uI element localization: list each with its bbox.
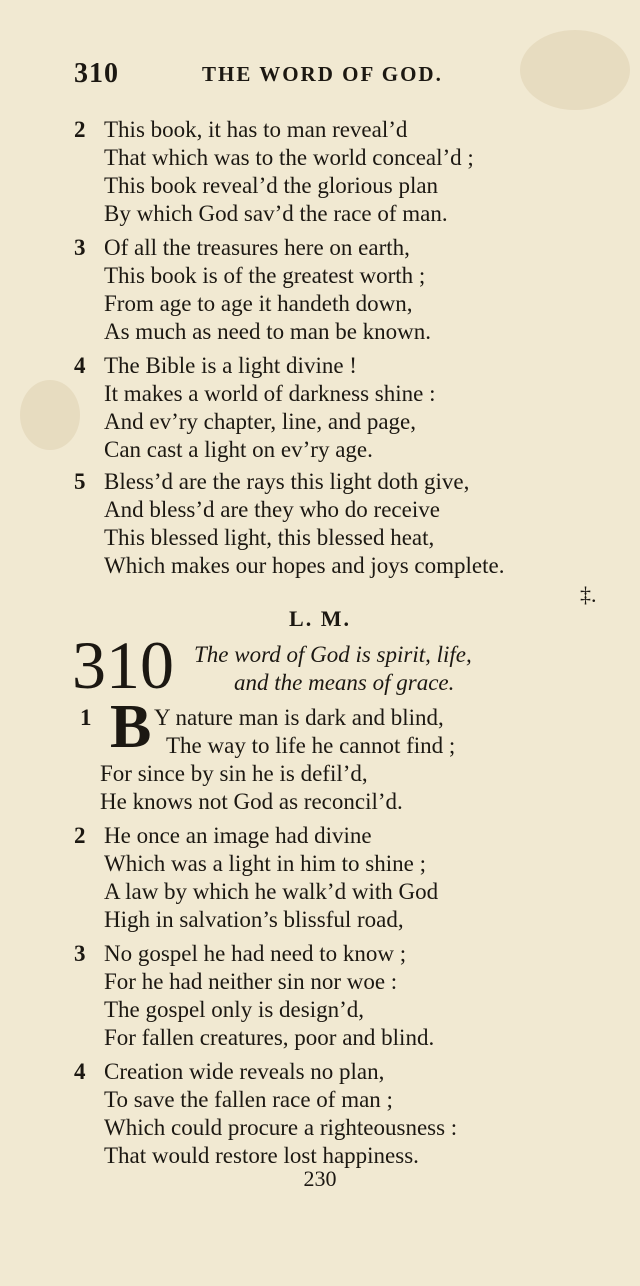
stanza-number: 3 (74, 235, 86, 260)
page-header (74, 58, 594, 94)
stanza-number: 4 (74, 353, 86, 378)
verse-line: This book reveal’d the glorious plan (104, 173, 439, 198)
verse-line: Of all the treasures here on earth, (104, 235, 410, 260)
verse-line: Y nature man is dark and blind, (154, 705, 444, 730)
verse-line: No gospel he had need to know ; (104, 941, 407, 966)
paper-stain (20, 380, 80, 450)
verse-line: Which was a light in him to shine ; (104, 851, 426, 876)
drop-cap: B (110, 693, 152, 761)
stanza-number: 2 (74, 117, 86, 142)
verse-line: Creation wide reveals no plan, (104, 1059, 385, 1084)
verse-line: For he had neither sin nor woe : (104, 969, 398, 994)
verse-line: The gospel only is design’d, (104, 997, 364, 1022)
verse-line: And ev’ry chapter, line, and page, (104, 409, 417, 434)
verse-line: The Bible is a light divine ! (104, 353, 357, 378)
verse-line: For fallen creatures, poor and blind. (104, 1025, 435, 1050)
verse-line: By which God sav’d the race of man. (104, 201, 448, 226)
verse-line: Which could procure a righteousness : (104, 1115, 458, 1140)
stanza-number: 5 (74, 469, 86, 494)
verse-line: As much as need to man be known. (104, 319, 432, 344)
verse-line: That which was to the world conceal’d ; (104, 145, 474, 170)
page-number: 310 (74, 58, 119, 89)
signature-mark: 230 (303, 1166, 337, 1191)
verse-line: To save the fallen race of man ; (104, 1087, 393, 1112)
verse-line: Bless’d are the rays this light doth give, (104, 469, 470, 494)
running-title: THE WORD OF GOD. (202, 62, 443, 86)
hymn-subtitle-line1: The word of God is spirit, life, (194, 642, 472, 667)
verse-line: He knows not God as reconcil’d. (100, 789, 403, 814)
stanza-number: 2 (74, 823, 86, 848)
verse-line: This book is of the greatest worth ; (104, 263, 426, 288)
verse-line: This blessed light, this blessed heat, (104, 525, 435, 550)
verse-line: The way to life he cannot find ; (166, 733, 456, 758)
stanza-number: 4 (74, 1059, 86, 1084)
verse-line: Can cast a light on ev’ry age. (104, 437, 373, 462)
end-mark: ‡. (580, 582, 597, 607)
stanza-number: 1 (80, 705, 92, 730)
verse-line: A law by which he walk’d with God (104, 879, 439, 904)
stanza-number: 3 (74, 941, 86, 966)
verse-line: That would restore lost happiness. (104, 1143, 419, 1168)
hymn-number: 310 (72, 627, 174, 703)
verse-line: This book, it has to man reveal’d (104, 117, 408, 142)
verse-line: He once an image had divine (104, 823, 372, 848)
hymn-subtitle-line2: and the means of grace. (234, 670, 455, 695)
verse-line: High in salvation’s blissful road, (104, 907, 404, 932)
verse-line: From age to age it handeth down, (104, 291, 413, 316)
verse-line: For since by sin he is defil’d, (100, 761, 368, 786)
verse-line: It makes a world of darkness shine : (104, 381, 436, 406)
meter-label: L. M. (289, 606, 351, 631)
verse-line: And bless’d are they who do receive (104, 497, 440, 522)
verse-line: Which makes our hopes and joys complete. (104, 553, 505, 578)
